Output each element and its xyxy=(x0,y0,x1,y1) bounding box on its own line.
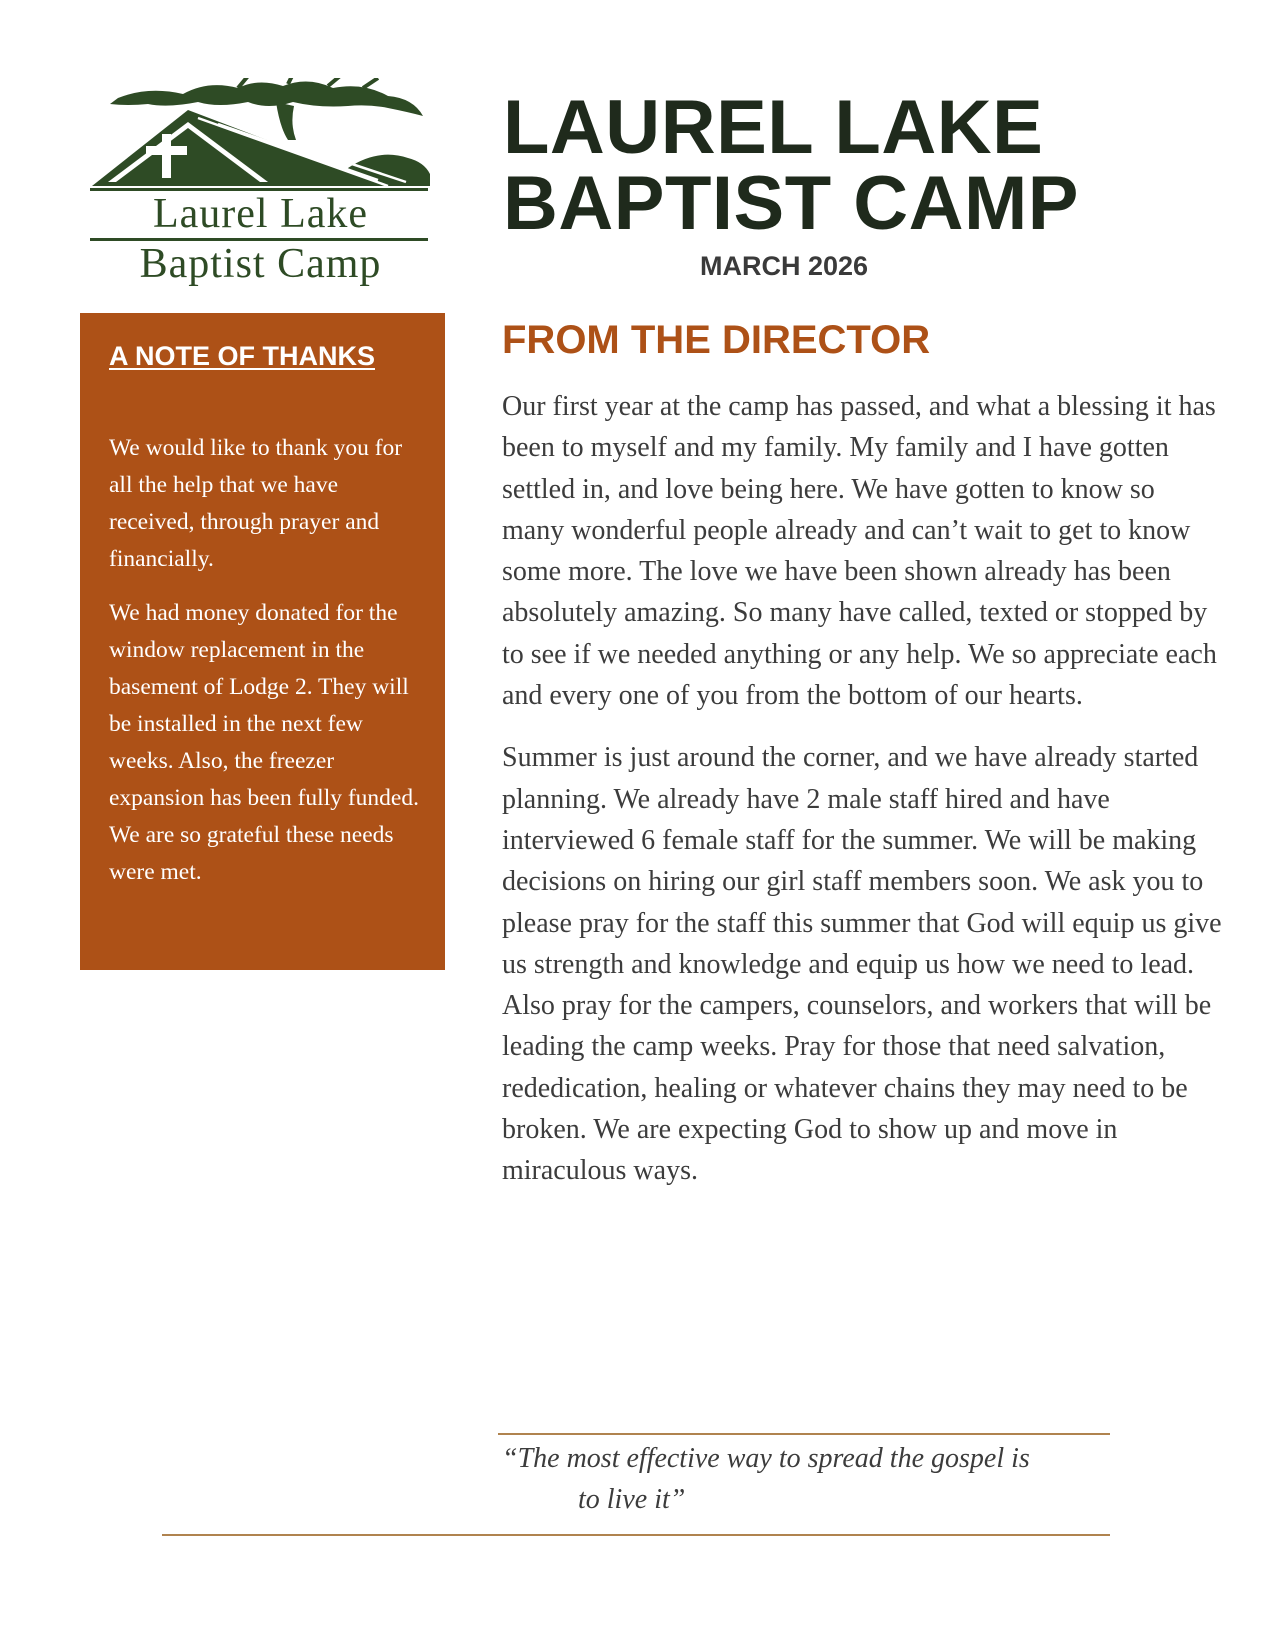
logo-text-line2: Baptist Camp xyxy=(139,241,382,287)
sidebar-heading: A NOTE OF THANKS xyxy=(109,341,375,371)
article-paragraph: Our first year at the camp has passed, and what a blessing it has been to myself and my family. My family and I have gotten settled in, and love being here. We have gotten to know so many wonderful people already and can’t wait to get to know some more. The love we have been shown already has been absolutely amazing. So many have called, texted or stopped by to see if we needed anything or any help. We so appreciate each and every one of you from the bottom of our hearts. xyxy=(502,391,1217,712)
article-paragraph: Summer is just around the corner, and we have already started planning. We already have 2 male staff hired and have interviewed 6 female staff for the summer. We will be making decisions on hiring our girl staff members soon. We ask you to please pray for the staff this summer that God will equip us give us strength and knowledge and equip us how we need to lead. Also pray for the campers, counselors, and workers that will be leading the camp weeks. Pray for those that need salvation, rededication, healing or whatever chains they may need to be broken. We are expecting God to show up and move in miraculous ways. xyxy=(502,742,1222,1187)
quote-line2: to live it” xyxy=(578,1484,686,1515)
quote-line1: “The most effective way to spread the gospel is xyxy=(502,1443,1030,1474)
quote-divider-bottom xyxy=(162,1534,1110,1536)
camp-logo xyxy=(88,78,433,293)
masthead-title xyxy=(503,85,1223,246)
issue-date: MARCH 2026 xyxy=(700,251,869,281)
quote-divider-top xyxy=(498,1433,1110,1435)
masthead-title-line1: LAUREL LAKE xyxy=(503,85,1044,170)
tree-lodge-icon xyxy=(88,78,433,190)
masthead-title-line2: BAPTIST CAMP xyxy=(503,161,1079,246)
pull-quote xyxy=(502,1438,1122,1520)
director-article xyxy=(502,386,1222,1213)
logo-text-line1: Laurel Lake xyxy=(152,191,369,237)
thanks-sidebar xyxy=(80,313,445,970)
sidebar-paragraph: We would like to thank you for all the help that we have received, through prayer and financially. xyxy=(109,435,403,572)
article-heading: FROM THE DIRECTOR xyxy=(502,318,931,362)
sidebar-paragraph: We had money donated for the window replacement in the basement of Lodge 2. They will be installed in the next few weeks. Also, the freezer expansion has been fully funded. We are so grateful these needs were met. xyxy=(109,600,419,885)
